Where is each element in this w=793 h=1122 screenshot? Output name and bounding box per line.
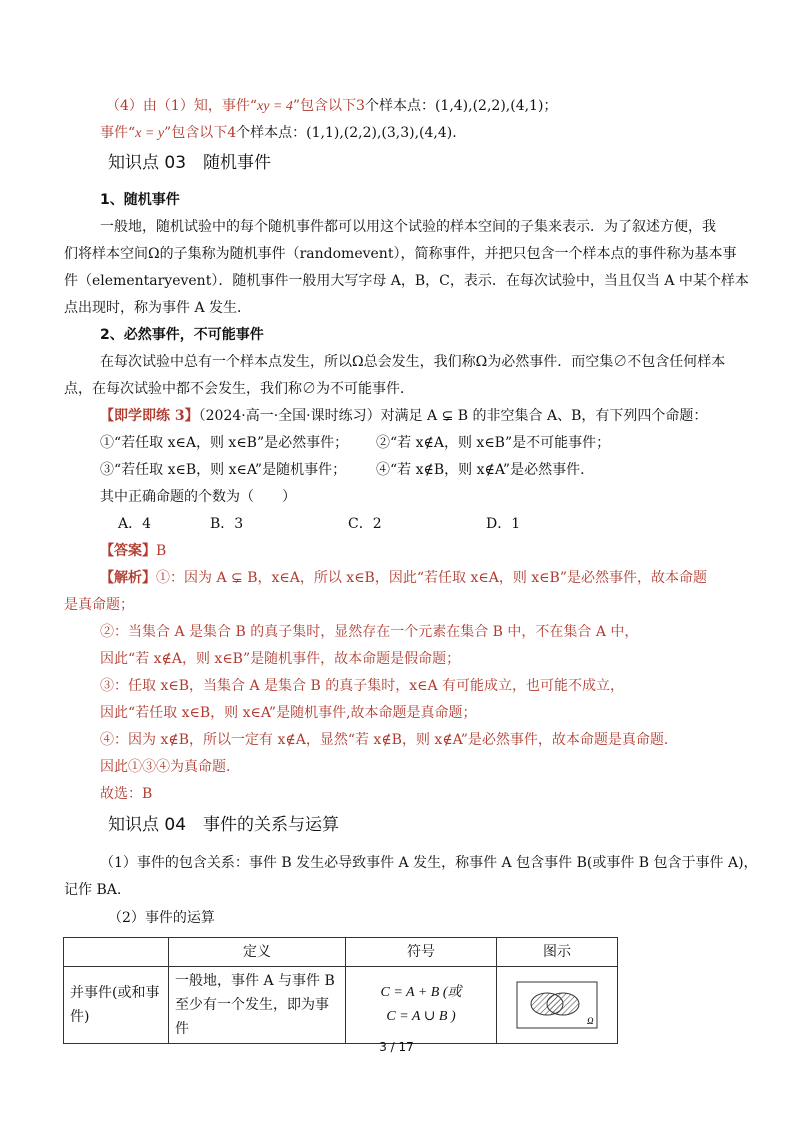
section4-p1b: 记作 BA. <box>64 882 122 898</box>
table-row <box>64 967 618 1044</box>
text: 个样本点：(1,4),(2,2),(4,1)； <box>364 98 558 114</box>
choose-line <box>100 784 152 804</box>
operations-table <box>63 937 618 1044</box>
section3-sub2: 2、必然事件，不可能事件 <box>100 327 264 343</box>
option-c: C．2 <box>348 516 382 532</box>
section4-p1: （1）事件的包含关系：事件 B 发生必导致事件 A 发生，称事件 A 包含事件 B(或事件 B 包含于事件 A)， <box>100 855 758 871</box>
section3-p2-line: 在每次试验中总有一个样本点发生，所以Ω总会发生，我们称Ω为必然事件．而空集∅不包含任何样本 <box>100 354 726 370</box>
analysis-line: 因此“若任取 x∈B，则 x∈A”是随机事件,故本命题是真命题； <box>100 705 477 721</box>
option-d: D．1 <box>486 516 521 532</box>
text: 个样本点：(1,1),(2,2),(3,3),(4,4). <box>236 125 457 141</box>
analysis-line-1 <box>100 568 707 588</box>
page-number: 3 / 17 <box>379 1040 414 1054</box>
union-venn-diagram <box>516 981 598 1029</box>
row-name-line: 并事件(或和事 <box>70 985 160 1001</box>
row-symbol-cell <box>346 967 497 1044</box>
section3-p1-line: 点出现时，称为事件 A 发生． <box>64 300 252 316</box>
option-b: B．3 <box>210 516 244 532</box>
answer-value: B <box>156 543 167 559</box>
analysis-line: 因此①③④为真命题. <box>100 759 231 775</box>
exercise-header <box>100 406 707 426</box>
proposition-4: ④“若 x∉B，则 x∉A”是必然事件. <box>376 462 585 478</box>
analysis-text: ①：因为 A ⊊ B，x∈A，所以 x∈B，因此“若任取 x∈A，则 x∈B”是必然事件，故本命题 <box>156 570 707 586</box>
choose-value: B <box>142 786 153 802</box>
omega-label: Ω <box>587 1016 594 1026</box>
text: 事件“ <box>100 125 136 141</box>
analysis-line: 因此“若 x∉A，则 x∈B”是随机事件，故本命题是假命题； <box>100 651 461 667</box>
proposition-2: ②“若 x∉A，则 x∈B”是不可能事件； <box>376 435 611 451</box>
section3-p1-line: 们将样本空间Ω的子集称为随机事件（randomevent），简称事件，并把只包含一个样本点的事件称为基本事 <box>64 246 737 262</box>
choose-label: 故选： <box>100 786 142 802</box>
text: （4）由（1）知，事件“ <box>106 98 257 114</box>
row-name-line: 件) <box>70 1009 90 1025</box>
math-xy4: xy = 4 <box>256 99 293 114</box>
text: ”包含以下 <box>292 98 357 114</box>
row-def-line: 至少有一个发生，即为事件 <box>175 997 329 1037</box>
table-header-cell: 符号 <box>346 938 497 967</box>
exercise-source: （2024·高一·全国·课时练习）对满足 A ⊊ B 的非空集合 A、B，有下列四个命题： <box>198 408 708 424</box>
analysis-label: 【解析】 <box>100 570 156 586</box>
table-header-row <box>64 938 618 967</box>
row-symbol-line: C = A ∪ B ) <box>386 1009 456 1024</box>
row-figure-cell <box>497 967 618 1044</box>
count: 4 <box>227 125 237 141</box>
question: 其中正确命题的个数为（ ） <box>100 489 296 505</box>
analysis-line: ②：当集合 A 是集合 B 的真子集时，显然存在一个元素在集合 B 中，不在集合 A 中， <box>100 624 639 640</box>
table-header-cell: 定义 <box>169 938 346 967</box>
proposition-1: ①“若任取 x∈A，则 x∈B”是必然事件； <box>100 435 349 451</box>
exercise-tag: 【即学即练 3】 <box>100 408 199 424</box>
proposition-3: ③“若任取 x∈B，则 x∈A”是随机事件； <box>100 462 347 478</box>
row-symbol-line: C = A + B (或 <box>380 985 462 1000</box>
section3-heading: 知识点 03 随机事件 <box>108 153 272 173</box>
table-header-cell: 图示 <box>497 938 618 967</box>
count: 3 <box>356 98 365 114</box>
analysis-line: 是真命题； <box>64 597 134 613</box>
answer-label: 【答案】 <box>100 543 156 559</box>
section4-p2: （2）事件的运算 <box>108 910 215 926</box>
section3-p1-line: 一般地，随机试验中的每个随机事件都可以用这个试验的样本空间的子集来表示．为了叙述方便，我 <box>100 219 716 235</box>
answer <box>100 541 166 561</box>
analysis-line: ④：因为 x∉B，所以一定有 x∉A，显然“若 x∉B，则 x∉A”是必然事件，故本命题是真命题． <box>100 732 678 748</box>
section3-sub1: 1、随机事件 <box>100 192 180 208</box>
row-def-line: 一般地，事件 A 与事件 B <box>175 973 335 989</box>
row-name-cell <box>64 967 169 1044</box>
analysis-line: ③：任取 x∈B，当集合 A 是集合 B 的真子集时，x∈A 有可能成立，也可能不成立， <box>100 678 625 694</box>
top-line-2 <box>100 123 457 144</box>
section3-p1-line: 件（elementaryevent）．随机事件一般用大写字母 A，B，C，表示．在每次试验中，当且仅当 A 中某个样本 <box>64 273 749 289</box>
section4-heading: 知识点 04 事件的关系与运算 <box>108 815 340 835</box>
option-a: A．4 <box>118 516 152 532</box>
row-def-cell <box>169 967 346 1044</box>
set-b-ellipse <box>547 993 579 1015</box>
math-xy: x = y <box>135 126 165 141</box>
table-header-cell <box>64 938 169 967</box>
text: ”包含以下 <box>164 125 228 141</box>
top-line-1 <box>106 96 557 117</box>
section3-p2-line: 点，在每次试验中都不会发生，我们称∅为不可能事件． <box>64 381 414 397</box>
